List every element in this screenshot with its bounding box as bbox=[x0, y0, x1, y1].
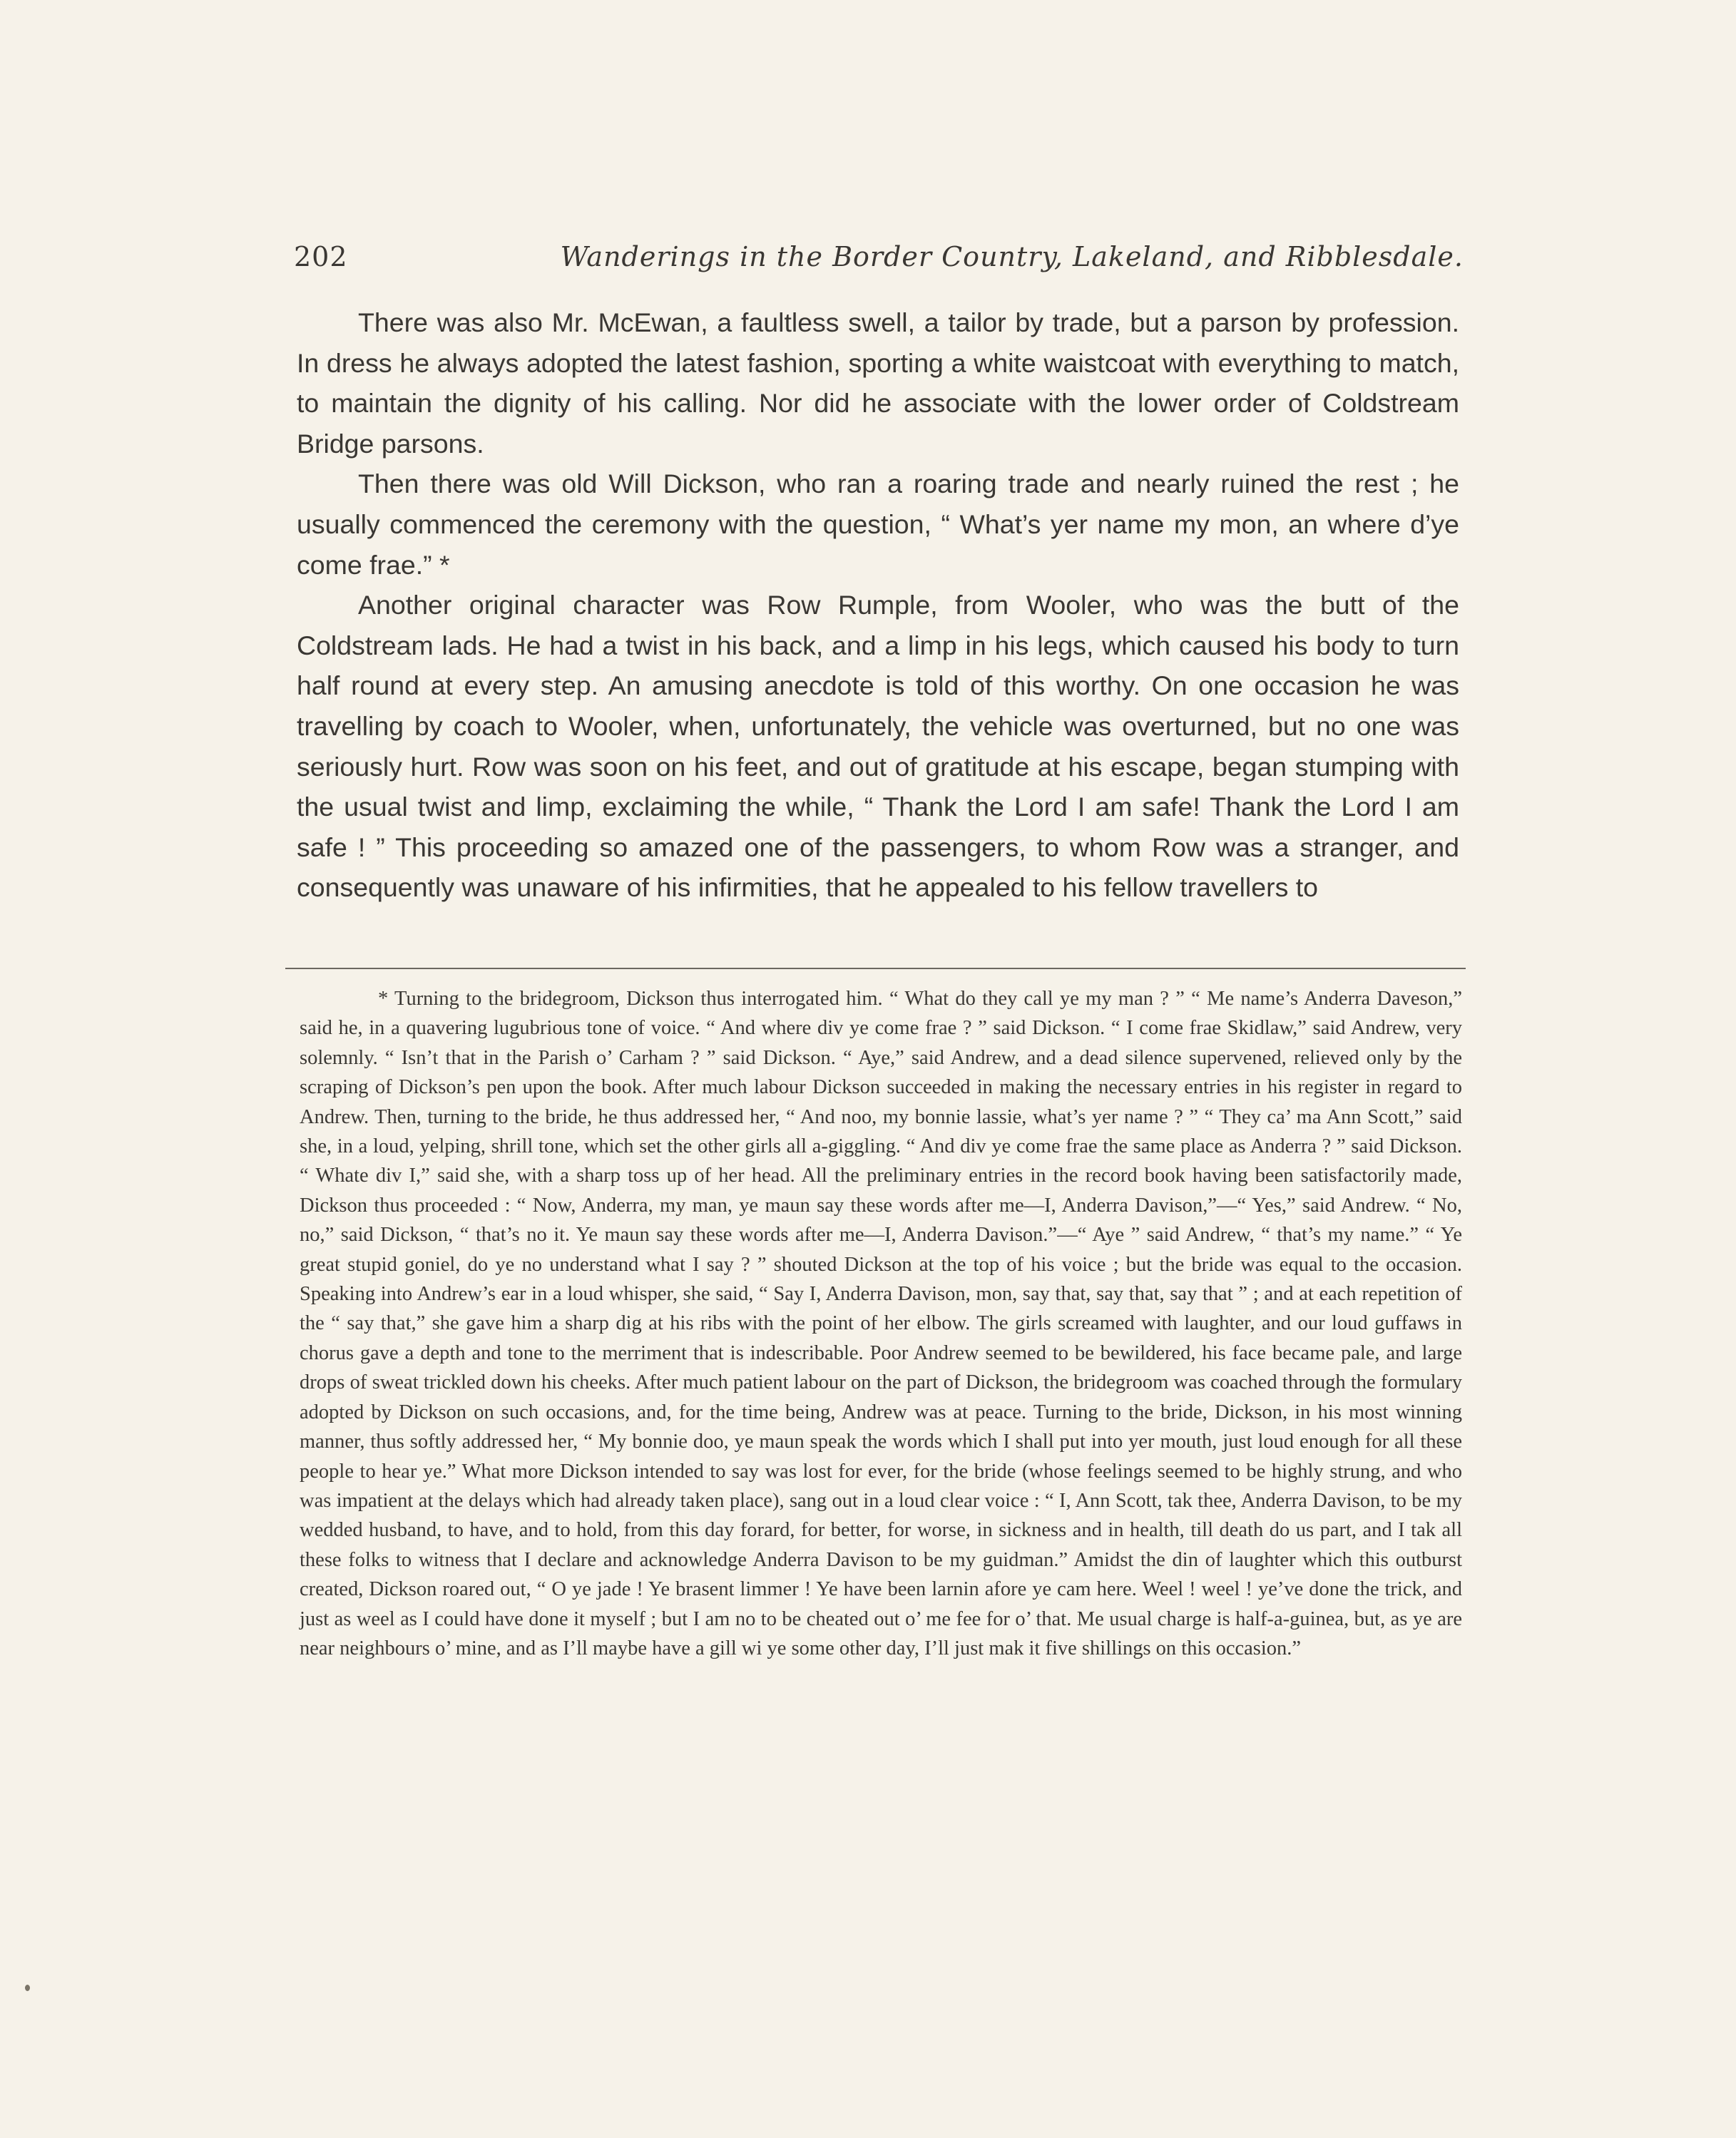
main-text bbox=[297, 302, 1459, 908]
paragraph: There was also Mr. McEwan, a faultless swell, a tailor by trade, but a parson by profession. In dress he always adopted the latest fashion, sporting a white waistcoat with everything to match, to maintain the dignity of his calling. Nor did he associate with the lower order of Coldstream Bridge parsons. bbox=[297, 307, 1459, 459]
paragraph: Then there was old Will Dickson, who ran a roaring trade and nearly ruined the rest ; he usually commenced the ceremony with the question, “ What’s yer name my mon, an where d’ye come frae.” * bbox=[297, 469, 1459, 580]
paper-speck bbox=[25, 1985, 30, 1991]
footnote: * Turning to the bridegroom, Dickson thus interrogated him. “ What do they call ye my man ? ” “ Me name’s Anderra Daveson,” said he, in a quavering lugubrious tone of voice. “ And where div ye come frae ? ” said Dickson. “ I come frae Skidlaw,” said Andrew, very solemnly. “ Isn’t that in the Parish o’ Carham ? ” said Dickson. “ Aye,” said Andrew, and a dead silence supervened, relieved only by the scraping of Dickson’s pen upon the book. After much labour Dickson succeeded in making the necessary entries in his register in regard to Andrew. Then, turning to the bride, he thus addressed her, “ And noo, my bonnie lassie, what’s yer name ? ” “ They ca’ ma Ann Scott,” said she, in a loud, yelping, shrill tone, which set the other girls all a-giggling. “ And div ye come frae the same place as Anderra ? ” said Dickson. “ Whate div I,” said she, with a sharp toss up of her head. All the preliminary entries in the record book having been satisfactorily made, Dickson thus proceeded : “ Now, Anderra, my man, ye maun say these words after me—I, Anderra Davison,”—“ Yes,” said Andrew. “ No, no,” said Dickson, “ that’s no it. Ye maun say these words after me—I, Anderra Davison.”—“ Aye ” said Andrew, “ that’s my name.” “ Ye great stupid goniel, do ye no understand what I say ? ” shouted Dickson at the top of his voice ; but the bride was equal to the occasion. Speaking into Andrew’s ear in a loud whisper, she said, “ Say I, Anderra Davison, mon, say that, say that, say that ” ; and at each repetition of the “ say that,” she gave him a sharp dig at his ribs with the point of her elbow. The girls screamed with laughter, and our loud guffaws in chorus gave a depth and tone to the merriment that is indescribable. Poor Andrew seemed to be bewildered, his face became pale, and large drops of sweat trickled down his cheeks. After much patient labour on the part of Dickson, the bridegroom was coached through the formulary adopted by Dickson on such occasions, and, for the time being, Andrew was at peace. Turning to the bride, Dickson, in his most winning manner, thus softly addressed her, “ My bonnie doo, ye maun speak the words which I shall put into yer mouth, just loud enough for all these people to hear ye.” What more Dickson intended to say was lost for ever, for the bride (whose feelings seemed to be highly strung, and who was impatient at the delays which had already taken place), sang out in a loud clear voice : “ I, Ann Scott, tak thee, Anderra Davison, to be my wedded husband, to have, and to hold, from this day forard, for better, for worse, in sickness and in health, till death do us part, and I tak all these folks to witness that I declare and acknowledge Anderra Davison to be my guidman.” Amidst the din of laughter which this outburst created, Dickson roared out, “ O ye jade ! Ye brasent limmer ! Ye have been larnin afore ye cam here. Weel ! weel ! ye’ve done the trick, and just as weel as I could have done it myself ; but I am no to be cheated out o’ me fee for o’ that. Me usual charge is half-a-guinea, but, as ye are near neighbours o’ mine, and as I’ll maybe have a gill wi ye some other day, I’ll just mak it five shillings on this occasion.” bbox=[300, 988, 1462, 1659]
running-title: Wanderings in the Border Country, Lakeland, and Ribblesdale. bbox=[560, 241, 1464, 272]
paragraph: Another original character was Row Rumple, from Wooler, who was the butt of the Coldstream lads. He had a twist in his back, and a limp in his legs, which caused his body to turn half round at every step. An amusing anecdote is told of this worthy. On one occasion he was travelling by coach to Wooler, when, unfortunately, the vehicle was overturned, but no one was seriously hurt. Row was soon on his feet, and out of gratitude at his escape, began stumping with the usual twist and limp, exclaiming the while, “ Thank the Lord I am safe! Thank the Lord I am safe ! ” This proceeding so amazed one of the passengers, to whom Row was a stranger, and consequently was unaware of his infirmities, that he appealed to his fellow travellers to bbox=[297, 590, 1459, 903]
footnote-divider bbox=[285, 968, 1466, 969]
page-number: 202 bbox=[294, 241, 348, 272]
page-header bbox=[294, 241, 1464, 284]
